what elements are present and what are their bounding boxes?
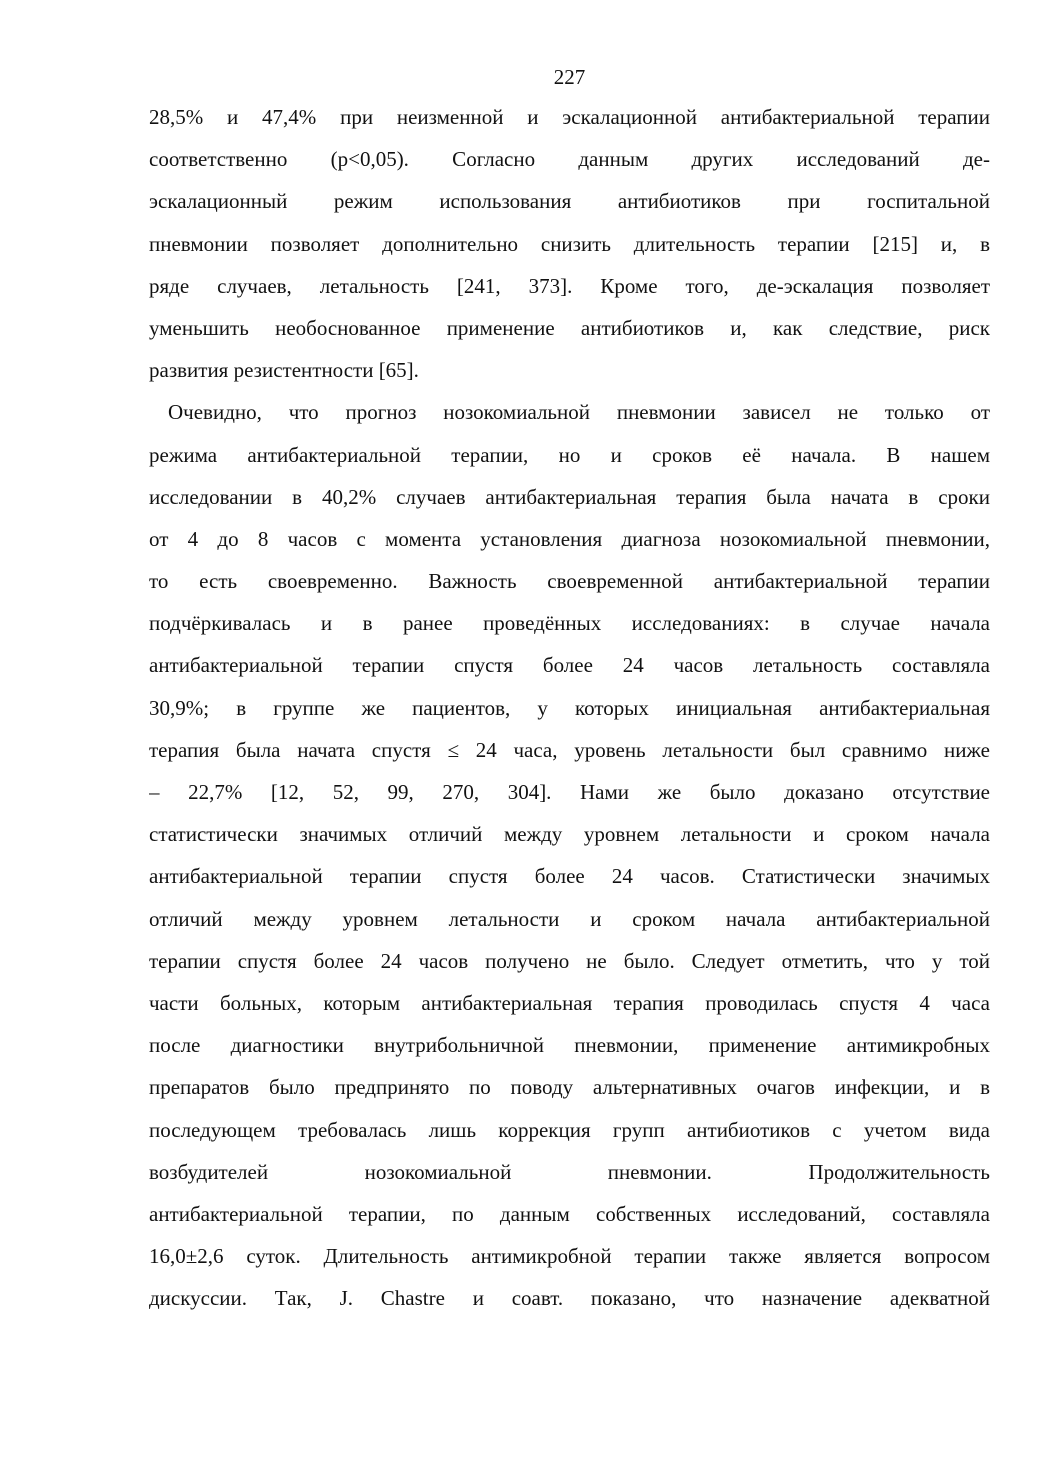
text-line: уменьшить необоснованное применение антибиотиков и, как следствие, риск (149, 315, 990, 340)
text-line: части больных, которым антибактериальная терапия проводилась спустя 4 часа (149, 990, 990, 1015)
text-line: препаратов было предпринято по поводу альтернативных очагов инфекции, и в (149, 1075, 990, 1100)
text-line: антибактериальной терапии, по данным собственных исследований, составляла (149, 1201, 990, 1226)
text-line: терапия была начата спустя ≤ 24 часа, уровень летальности был сравнимо ниже (149, 737, 990, 762)
text-line: антибактериальной терапии спустя более 24 часов летальность составляла (149, 653, 990, 678)
text-line: дискуссии. Так, J. Chastre и соавт. показано, что назначение адекватной (149, 1286, 990, 1311)
text-line: 16,0±2,6 суток. Длительность антимикробной терапии также является вопросом (149, 1244, 990, 1269)
text-line: подчёркивалась и в ранее проведённых исследованиях: в случае начала (149, 611, 990, 636)
text-line: антибактериальной терапии спустя более 24 часов. Статистически значимых (149, 864, 990, 889)
text-line: развития резистентности [65]. (149, 358, 419, 383)
paragraph-first-line: Очевидно, что прогноз нозокомиальной пневмонии зависел не только от (168, 400, 990, 425)
text-line: ряде случаев, летальность [241, 373]. Кроме того, де-эскалация позволяет (149, 273, 990, 298)
text-line: от 4 до 8 часов с момента установления диагноза нозокомиальной пневмонии, (149, 526, 990, 551)
text-line: исследовании в 40,2% случаев антибактериальная терапия была начата в сроки (149, 484, 990, 509)
text-line: после диагностики внутрибольничной пневмонии, применение антимикробных (149, 1033, 990, 1058)
text-line: соответственно (р<0,05). Согласно данным других исследований де- (149, 147, 990, 172)
text-line: 30,9%; в группе же пациентов, у которых инициальная антибактериальная (149, 695, 990, 720)
text-line: режима антибактериальной терапии, но и сроков её начала. В нашем (149, 442, 990, 467)
text-line: – 22,7% [12, 52, 99, 270, 304]. Нами же было доказано отсутствие (149, 780, 990, 804)
text-line: 28,5% и 47,4% при неизменной и эскалационной антибактериальной терапии (149, 105, 990, 129)
text-line: возбудителей нозокомиальной пневмонии. Продолжительность (149, 1159, 990, 1184)
text-line: статистически значимых отличий между уровнем летальности и сроком начала (149, 822, 990, 847)
text-line: то есть своевременно. Важность своевременной антибактериальной терапии (149, 569, 990, 594)
body-text (149, 96, 990, 1319)
page-number: 227 (553, 65, 586, 89)
text-line: эскалационный режим использования антибиотиков при госпитальной (149, 189, 990, 214)
text-line: последующем требовалась лишь коррекция групп антибиотиков с учетом вида (149, 1117, 990, 1142)
text-line: терапии спустя более 24 часов получено не было. Следует отметить, что у той (149, 948, 990, 973)
text-line: пневмонии позволяет дополнительно снизить длительность терапии [215] и, в (149, 231, 990, 256)
text-line: отличий между уровнем летальности и сроком начала антибактериальной (149, 906, 990, 931)
